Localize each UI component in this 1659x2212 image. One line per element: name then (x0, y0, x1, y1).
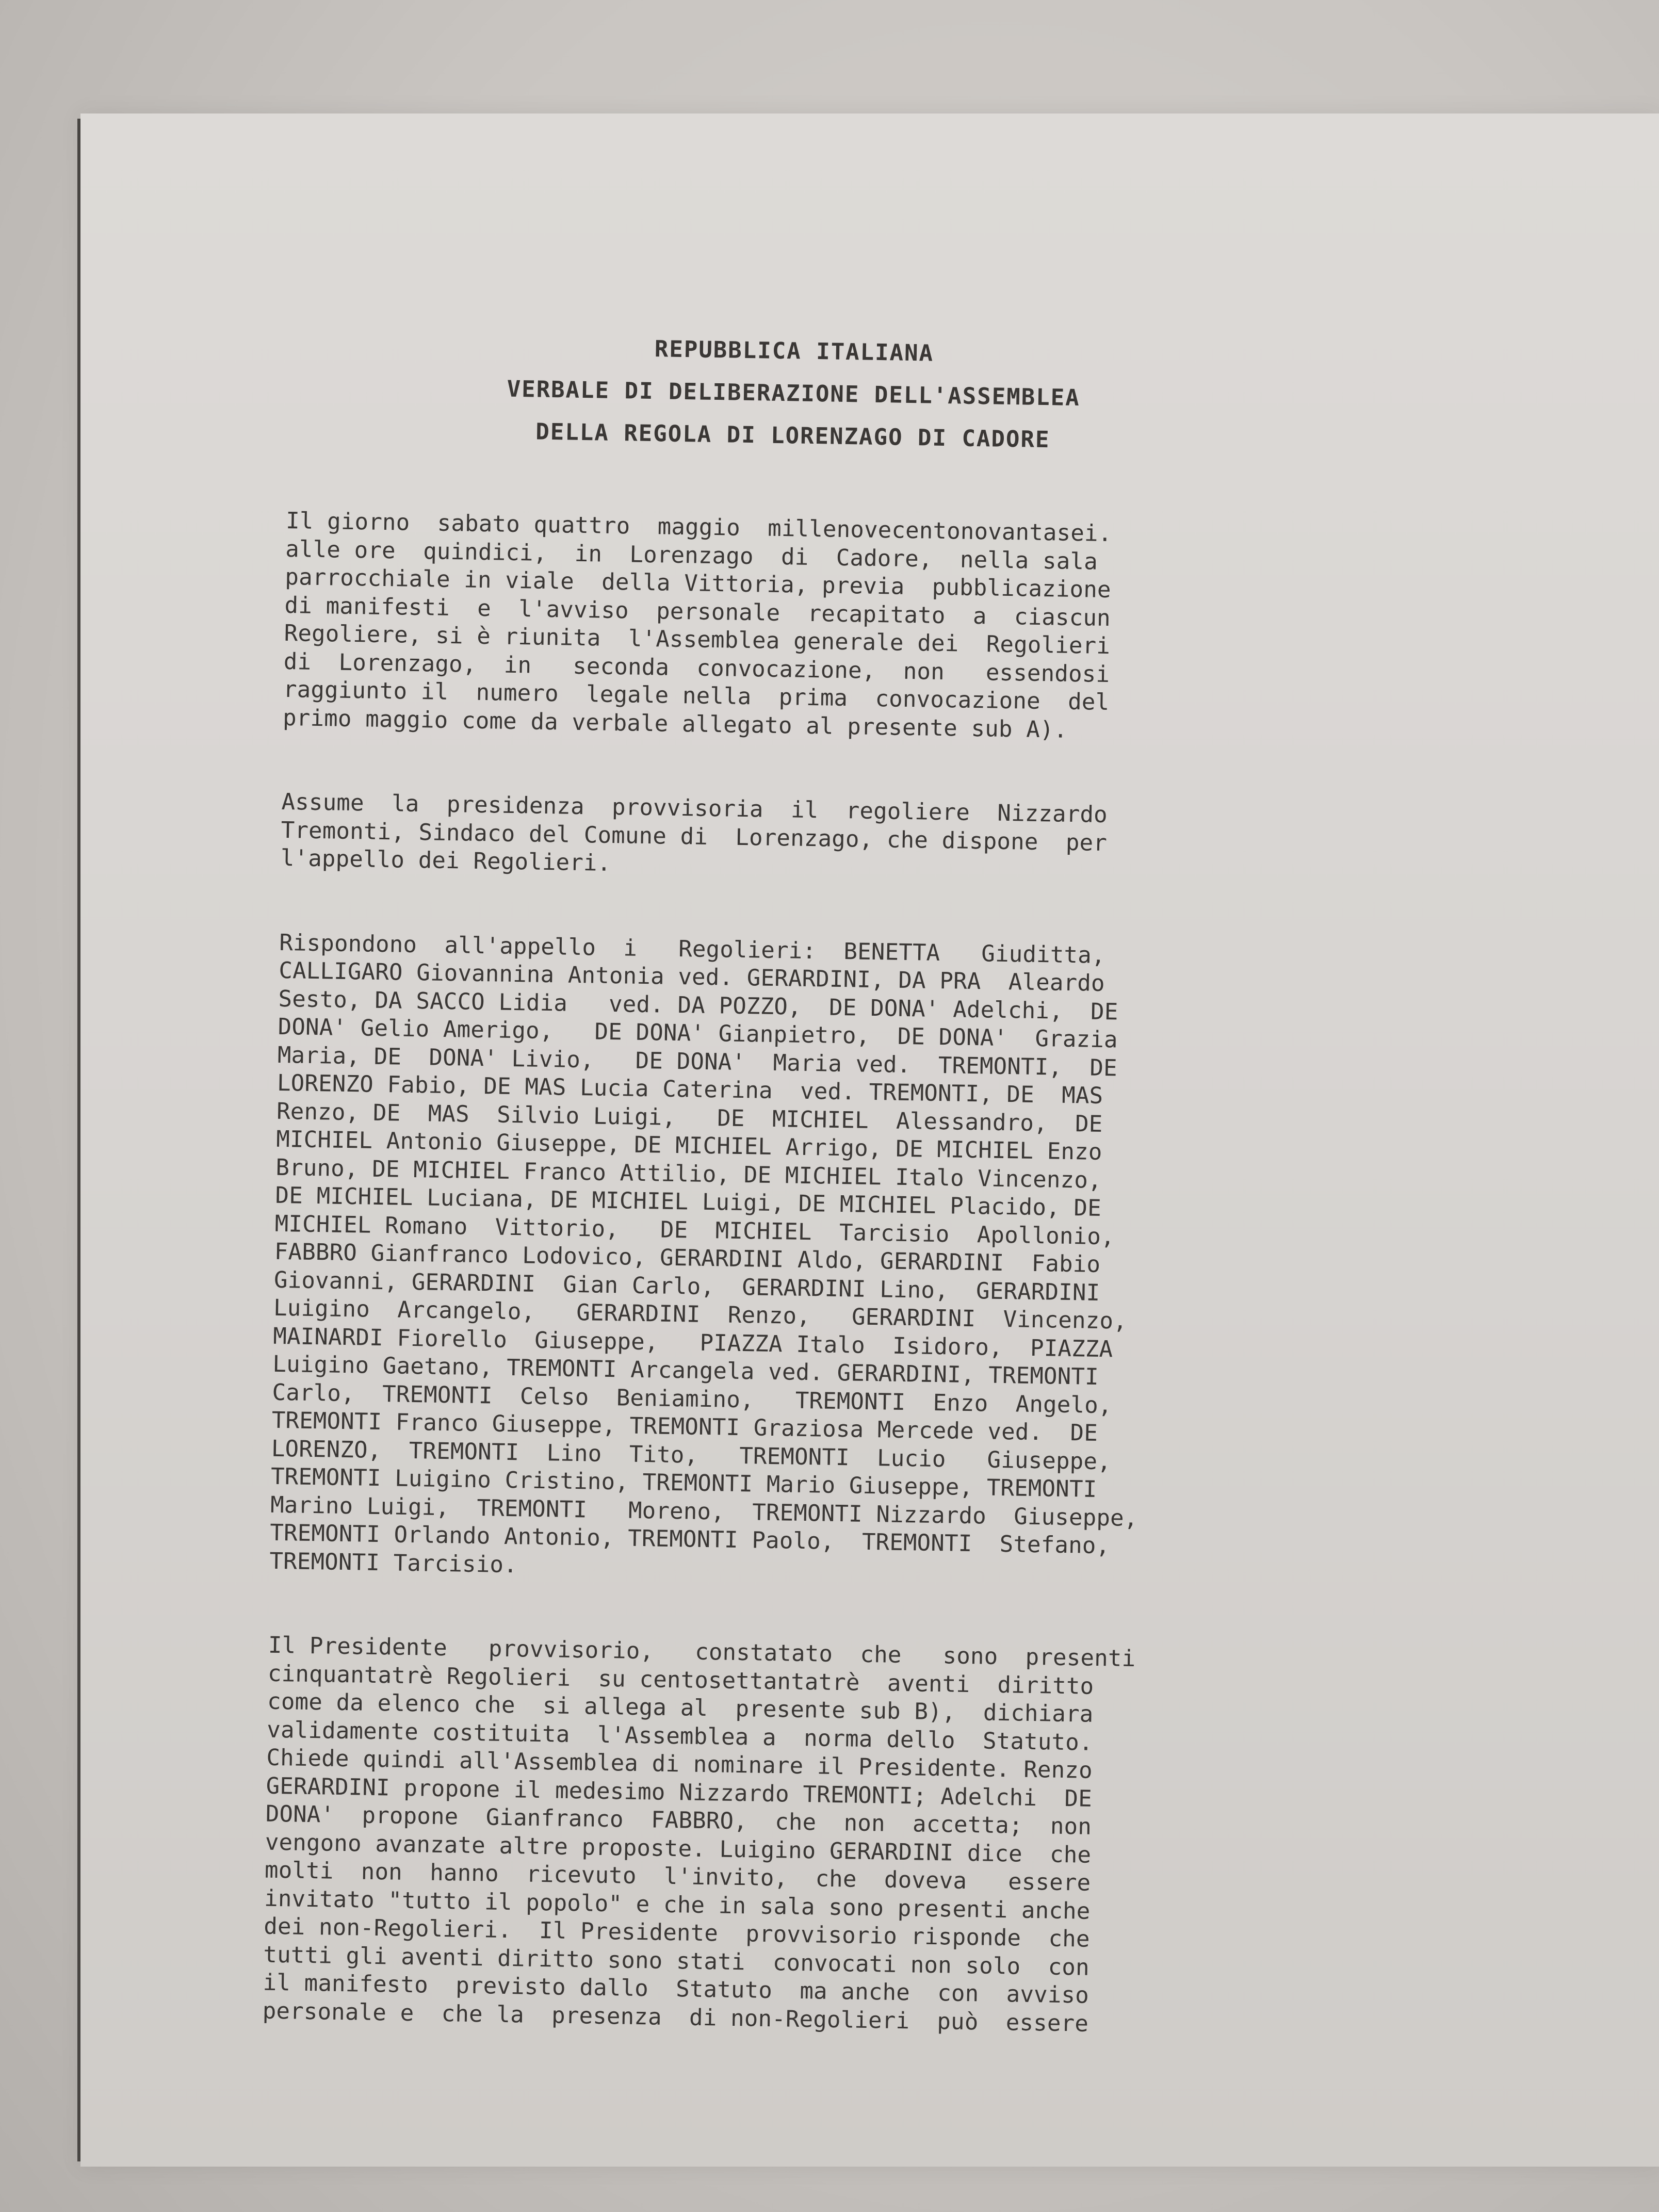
paragraph-meeting-date: Il giorno sabato quattro maggio millenovecentonovantasei. alle ore quindici, in Lorenzago di Cadore, nella sala parrocchiale in viale della Vittoria, previa pubblicazione di manifesti e l'avviso personale recapitato a ciascun Regoliere, si è riunita l'Assemblea generale dei Regolieri di Lorenzago, in seconda convocazione, non essendosi raggiunto il numero legale nella prima convocazione del primo maggio come da verbale allegato al presente sub A). (282, 507, 1112, 743)
heading-minutes: VERBALE DI DELIBERAZIONE DELL'ASSEMBLEA (507, 376, 1081, 412)
document-body (262, 451, 1298, 2097)
heading-republic: REPUBBLICA ITALIANA (654, 336, 934, 367)
paragraph-presidency: Assume la presidenza provvisoria il regoliere Nizzardo Tremonti, Sindaco del Comune di Lorenzago, che dispone per l'appello dei Regolieri. (280, 788, 1108, 876)
paragraph-president-statement: Il Presidente provvisorio, constatato che sono presenti cinquantatrè Regolieri su centosettantatrè aventi diritto come da elenco che si allega al presente sub B), dichiara validamente costituita l'Assemblea a norma dello Statuto. Chiede quindi all'Assemblea di nominare il Presidente. Renzo GERARDINI propone il medesimo Nizzardo TREMONTI; Adelchi DE DONA' propone Gianfranco FABBRO, che non accetta; non vengono avanzate altre proposte. Luigino GERARDINI dice che molti non hanno ricevuto l'invito, che doveva essere invitato "tutto il popolo" e che in sala sono presenti anche dei non-Regolieri. Il Presidente provvisorio risponde che tutti gli aventi diritto sono stati convocati non solo con il manifesto previsto dallo Statuto ma anche con avviso personale e che la presenza di non-Regolieri può essere (262, 1632, 1136, 2037)
heading-regola: DELLA REGOLA DI LORENZAGO DI CADORE (535, 418, 1050, 453)
paragraph-roll-call: Rispondono all'appello i Regolieri: BENETTA Giuditta, CALLIGARO Giovannina Antonia ved. GERARDINI, DA PRA Aleardo Sesto, DA SACCO Lidia ved. DA POZZO, DE DONA' Adelchi, DE DONA' Gelio Amerigo, DE DONA' Gianpietro, DE DONA' Grazia Maria, DE DONA' Livio, DE DONA' Maria ved. TREMONTI, DE LORENZO Fabio, DE MAS Lucia Caterina ved. TREMONTI, DE MAS Renzo, DE MAS Silvio Luigi, DE MICHIEL Alessandro, DE MICHIEL Antonio Giuseppe, DE MICHIEL Arrigo, DE MICHIEL Enzo Bruno, DE MICHIEL Franco Attilio, DE MICHIEL Italo Vincenzo, DE MICHIEL Luciana, DE MICHIEL Luigi, DE MICHIEL Placido, DE MICHIEL Romano Vittorio, DE MICHIEL Tarcisio Apollonio, FABBRO Gianfranco Lodovico, GERARDINI Aldo, GERARDINI Fabio Giovanni, GERARDINI Gian Carlo, GERARDINI Lino, GERARDINI Luigino Arcangelo, GERARDINI Renzo, GERARDINI Vincenzo, MAINARDI Fiorello Giuseppe, PIAZZA Italo Isidoro, PIAZZA Luigino Gaetano, TREMONTI Arcangela ved. GERARDINI, TREMONTI Carlo, TREMONTI Celso Beniamino, TREMONTI Enzo Angelo, TREMONTI Franco Giuseppe, TREMONTI Graziosa Mercede ved. DE LORENZO, TREMONTI Lino Tito, TREMONTI Lucio Giuseppe, TREMONTI Luigino Cristino, TREMONTI Mario Giuseppe, TREMONTI Marino Luigi, TREMONTI Moreno, TREMONTI Nizzardo Giuseppe, TREMONTI Orlando Antonio, TREMONTI Paolo, TREMONTI Stefano, TREMONTI Tarcisio. (269, 929, 1138, 1578)
document-page (262, 330, 1300, 2097)
